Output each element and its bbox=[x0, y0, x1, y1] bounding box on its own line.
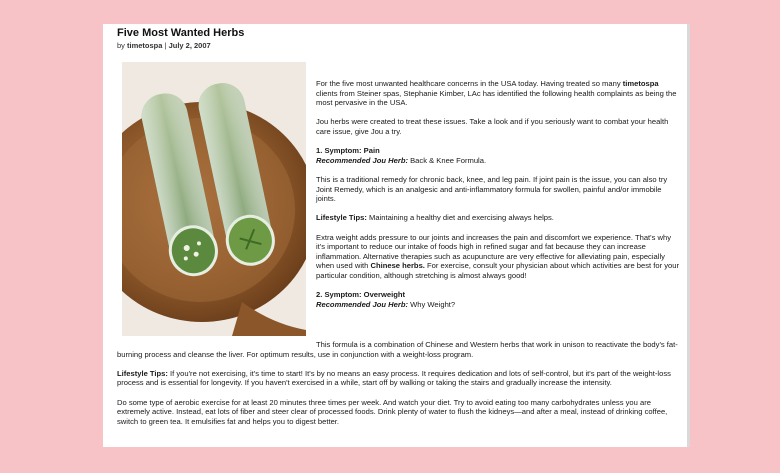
intro-text-c: clients from Steiner spas, Stephanie Kimber, LAc has identified the following health complaints as being the most pervasive in the USA. bbox=[316, 88, 677, 108]
herb-tubes-illustration bbox=[122, 62, 306, 336]
symptom2-heading: 2. Symptom: Overweight bbox=[316, 290, 406, 300]
article-title: Five Most Wanted Herbs bbox=[117, 27, 245, 39]
symptom1-rec-label: Recommended Jou Herb: bbox=[316, 155, 408, 165]
lower-section bbox=[117, 340, 682, 426]
article-date: July 2, 2007 bbox=[168, 41, 211, 50]
symptom2-tips-text: If you're not exercising, it's time to start! It's by no means an easy process. It requires dedication and lots of self-control, but it's part of the weight-loss process and is essential for longevity. If you haven't exercised in a while, start off by walking or taking the stairs and gradually increase the intensity. bbox=[117, 368, 671, 388]
symptom1-description: This is a traditional remedy for chronic back, knee, and leg pain. If joint pain is the issue, you can also try Joint Remedy, which is an analgesic and anti-inflammatory formula for swollen, painful and/or immobile joints. bbox=[316, 174, 668, 204]
symptom1-recommendation bbox=[316, 156, 681, 166]
symptom1-tips-label: Lifestyle Tips: bbox=[316, 213, 367, 223]
intro-brand: timetospa bbox=[622, 79, 659, 88]
byline-prefix: by bbox=[117, 41, 128, 50]
jou-intro-paragraph: Jou herbs were created to treat these issues. Take a look and if you seriously want to combat your health care issue, give Jou a try. bbox=[316, 117, 669, 136]
symptom2-rec-label: Recommended Jou Herb: bbox=[316, 299, 408, 309]
article-page bbox=[103, 24, 690, 447]
symptom1-extra-c: For exercise, consult your physician about which activities are best for your particular condition, although stretching is almost always good! bbox=[316, 261, 680, 280]
symptom1-heading: 1. Symptom: Pain bbox=[316, 146, 380, 156]
symptom1-rec-value: Back & Knee Formula. bbox=[408, 155, 487, 165]
symptom1-extra-a: Extra weight adds pressure to our joints and increases the pain and discomfort we experience. That's why it's important to reduce our intake of foods high in refined sugar and fat because they can increase inflammation. Alternative therapies such as acupuncture are very effective for alleviating pain, especially when used with bbox=[316, 232, 672, 271]
symptom2-description: This formula is a combination of Chinese and Western herbs that work in unison to reactivate the body's fat-burning process and cleanse the liver. For optimum results, use in conjunction with a weight-loss program. bbox=[117, 340, 678, 359]
author-link[interactable]: timetospa bbox=[127, 41, 163, 50]
intro-text-a: For the five most unwanted healthcare concerns in the USA today. Having treated so many bbox=[316, 79, 623, 88]
symptom2-recommendation bbox=[316, 300, 681, 310]
symptom2-rec-value: Why Weight? bbox=[408, 299, 456, 309]
symptom1-extra bbox=[316, 233, 681, 281]
herb-photo bbox=[122, 62, 306, 336]
symptom1-tips bbox=[316, 213, 681, 223]
byline-separator: | bbox=[162, 41, 169, 50]
byline bbox=[117, 41, 211, 50]
aerobic-paragraph: Do some type of aerobic exercise for at least 20 minutes three times per week. And watch your diet. Try to avoid eating too many carbohydrates unless you are extremely active. Instead, eat lots of fiber and steer clear of processed foods. Drink plenty of water to flush the kidneys—and after a meal, instead of drinking coffee, switch to green tea. It emulsifies fat and helps you to digest better. bbox=[117, 397, 668, 426]
right-column bbox=[316, 79, 681, 309]
chinese-herbs-link[interactable]: Chinese herbs. bbox=[370, 261, 425, 271]
symptom2-tips bbox=[117, 369, 682, 388]
symptom1-tips-text: Maintaining a healthy diet and exercising always helps. bbox=[366, 213, 554, 223]
intro-paragraph bbox=[316, 79, 681, 108]
symptom2-tips-label: Lifestyle Tips: bbox=[117, 368, 168, 378]
